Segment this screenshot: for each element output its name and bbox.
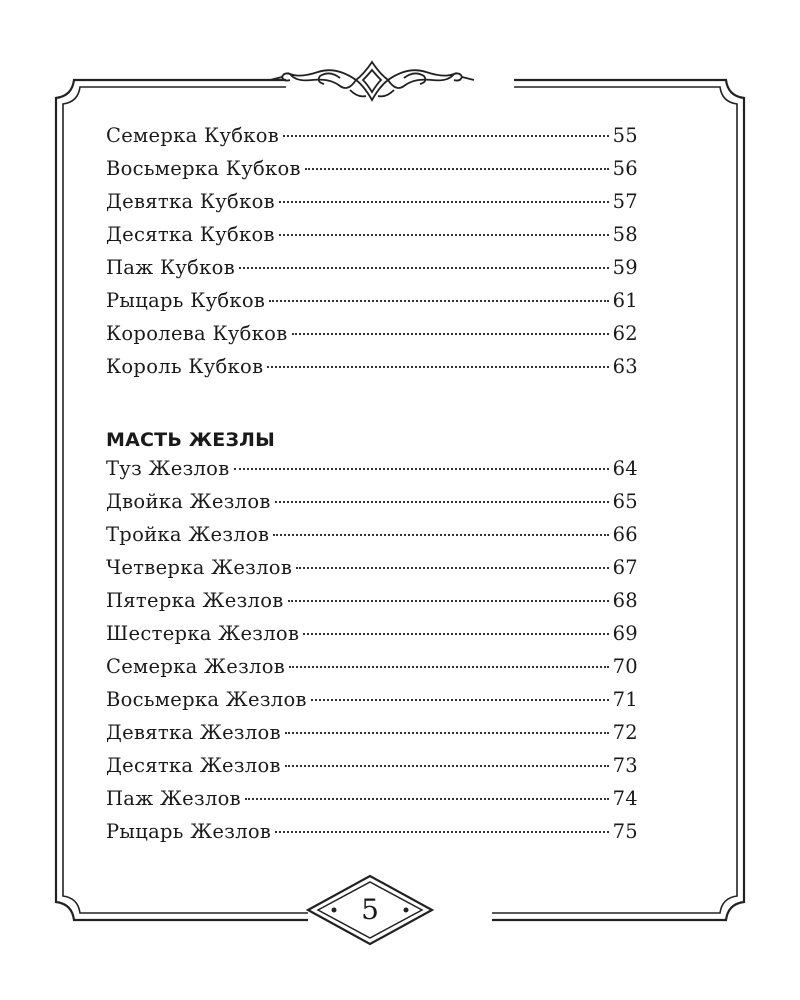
toc-entry xyxy=(106,688,638,721)
toc-entry xyxy=(106,355,638,388)
toc-entry-title: Восьмерка Кубков xyxy=(106,157,301,180)
toc-entry xyxy=(106,589,638,622)
toc-entry-page: 73 xyxy=(612,754,638,777)
toc-entry xyxy=(106,124,638,157)
toc-entry-title: Паж Кубков xyxy=(106,256,235,279)
top-ornament xyxy=(270,62,514,100)
toc-entry-title: Семерка Кубков xyxy=(106,124,280,147)
toc-entry-page: 69 xyxy=(612,622,638,645)
toc-entry-page: 58 xyxy=(612,223,638,246)
toc-dot-leader xyxy=(303,633,609,635)
toc-entry-page: 67 xyxy=(612,556,638,579)
toc-dot-leader xyxy=(289,666,609,668)
toc-entry-page: 71 xyxy=(612,688,638,711)
toc-dot-leader xyxy=(267,366,609,368)
toc-entry xyxy=(106,157,638,190)
toc-entry xyxy=(106,556,638,589)
toc-entry xyxy=(106,289,638,322)
toc-entry-title: Десятка Кубков xyxy=(106,223,275,246)
toc-entry xyxy=(106,256,638,289)
toc-entry-page: 64 xyxy=(612,457,638,480)
toc-entry-page: 74 xyxy=(612,787,638,810)
toc-dot-leader xyxy=(279,234,609,236)
toc-entry xyxy=(106,457,638,490)
toc-entry-page: 56 xyxy=(612,157,638,180)
toc-entry-page: 66 xyxy=(612,523,638,546)
toc-dot-leader xyxy=(234,468,609,470)
table-of-contents xyxy=(106,124,638,853)
toc-entry-page: 62 xyxy=(612,322,638,345)
toc-entry-title: Девятка Жезлов xyxy=(106,721,281,744)
toc-entry xyxy=(106,490,638,523)
toc-entry xyxy=(106,820,638,853)
toc-entry-title: Король Кубков xyxy=(106,355,264,378)
toc-dot-leader xyxy=(273,534,609,536)
section-spacer xyxy=(106,388,638,424)
toc-entry-page: 55 xyxy=(612,124,638,147)
toc-entry-page: 75 xyxy=(612,820,638,843)
toc-entry xyxy=(106,190,638,223)
toc-entry xyxy=(106,622,638,655)
toc-entry-page: 68 xyxy=(612,589,638,612)
toc-entry-title: Четверка Жезлов xyxy=(106,556,293,579)
toc-entry-page: 59 xyxy=(612,256,638,279)
toc-entry-page: 72 xyxy=(612,721,638,744)
toc-entry-title: Семерка Жезлов xyxy=(106,655,286,678)
toc-entry xyxy=(106,754,638,787)
toc-dot-leader xyxy=(311,699,609,701)
toc-entry-title: Шестерка Жезлов xyxy=(106,622,300,645)
toc-entry-title: Десятка Жезлов xyxy=(106,754,281,777)
toc-dot-leader xyxy=(288,600,609,602)
toc-entry-page: 70 xyxy=(612,655,638,678)
toc-entry-title: Рыцарь Кубков xyxy=(106,289,266,312)
section-heading-wands: МАСТЬ ЖЕЗЛЫ xyxy=(106,429,276,451)
toc-entry xyxy=(106,787,638,820)
toc-entry xyxy=(106,721,638,754)
toc-dot-leader xyxy=(283,135,609,137)
toc-entry-page: 61 xyxy=(612,289,638,312)
toc-entry xyxy=(106,655,638,688)
toc-group-wands xyxy=(106,457,638,853)
toc-entry xyxy=(106,523,638,556)
toc-dot-leader xyxy=(285,765,609,767)
toc-entry-page: 57 xyxy=(612,190,638,213)
toc-entry-title: Королева Кубков xyxy=(106,322,288,345)
toc-entry-title: Паж Жезлов xyxy=(106,787,241,810)
page-number: 5 xyxy=(361,893,379,926)
toc-entry-title: Восьмерка Жезлов xyxy=(106,688,307,711)
toc-dot-leader xyxy=(285,732,609,734)
toc-entry-title: Девятка Кубков xyxy=(106,190,275,213)
toc-dot-leader xyxy=(269,300,609,302)
toc-dot-leader xyxy=(296,567,609,569)
toc-entry-title: Рыцарь Жезлов xyxy=(106,820,272,843)
toc-entry xyxy=(106,322,638,355)
toc-dot-leader xyxy=(292,333,610,335)
toc-entry-title: Туз Жезлов xyxy=(106,457,230,480)
toc-entry-title: Двойка Жезлов xyxy=(106,490,271,513)
toc-dot-leader xyxy=(279,201,609,203)
toc-entry-page: 63 xyxy=(612,355,638,378)
bottom-cartouche xyxy=(308,876,492,944)
toc-entry-page: 65 xyxy=(612,490,638,513)
toc-entry xyxy=(106,223,638,256)
toc-dot-leader xyxy=(275,501,609,503)
toc-dot-leader xyxy=(305,168,609,170)
toc-dot-leader xyxy=(239,267,609,269)
toc-entry-title: Пятерка Жезлов xyxy=(106,589,284,612)
toc-entry-title: Тройка Жезлов xyxy=(106,523,270,546)
toc-group-cups xyxy=(106,124,638,388)
toc-dot-leader xyxy=(245,798,609,800)
toc-dot-leader xyxy=(275,831,609,833)
